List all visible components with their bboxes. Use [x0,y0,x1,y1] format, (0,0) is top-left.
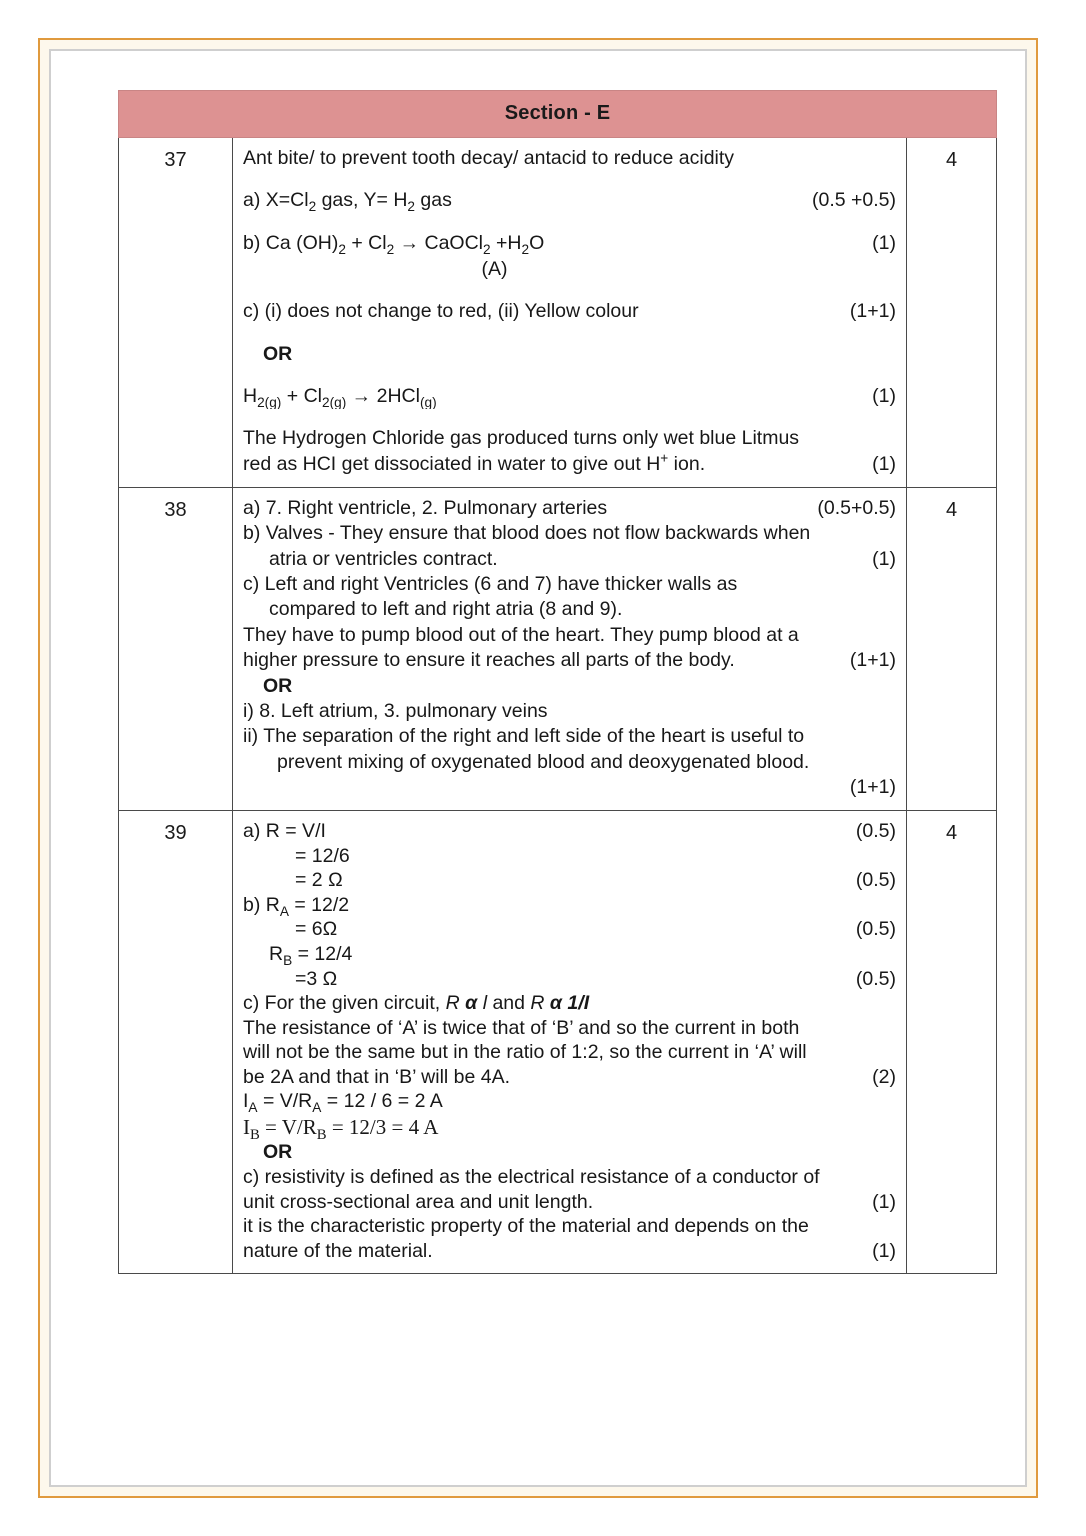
q38-part-c-text-4: higher pressure to ensure it reaches all parts of the body. [243,649,735,672]
q39-part-c-text-3: be 2A and that in ‘B’ will be 4A. [243,1065,511,1088]
q37-part-a [243,188,896,213]
answer-body-37 [233,138,907,488]
q38-part-b-text-2: atria or ventricles contract. [269,547,498,570]
q39-alt-line-2 [243,1190,896,1215]
q38-part-c-text-3: They have to pump blood out of the heart. They pump blood at a [243,623,799,646]
q39-part-b-rb: $R_B = 12/4$ [269,943,353,967]
q39-alt-mark-2: (1) [872,1239,896,1262]
q39-part-c-line-0 [243,991,896,1016]
question-number-37: 37 [119,138,233,488]
q37-part-b-equation: b) Ca $(OH)_2 + Cl_2$ → CaOCl$_2$ $+H_2O$ [243,231,545,257]
q39-alt-mark-1: (1) [872,1190,896,1213]
q38-alt-i [243,699,896,724]
q38-alt-ii-text-1: ii) The separation of the right and left side of the heart is useful to [243,725,805,748]
q37-part-b [243,231,896,256]
q38-part-c-text-2: compared to left and right atria (8 and 9). [269,598,623,621]
marks-37: 4 [907,138,997,488]
q38-alt-ii-line-1 [243,724,896,749]
q37-litmus-text-2: red as HCI get dissociated in water to give out H+ ion. [243,451,706,475]
q39-part-a-mark-1: (0.5) [855,820,896,843]
q38-part-b-mark: (1) [872,547,896,570]
q39-alt-text-3: it is the characteristic property of the material and depends on the [243,1215,809,1238]
answer-body-38 [233,488,907,811]
q39-part-a-line-2 [243,844,896,869]
q39-part-b-line-3 [243,942,896,967]
marks-39: 4 [907,811,997,1274]
q39-part-a-line2-text: = 12/6 [295,844,350,867]
q39-part-c-mark: (2) [872,1065,896,1088]
q37-litmus-line-1 [243,426,896,451]
q38-part-a [243,496,896,521]
q39-part-a-text: a) R = V/I [243,820,326,843]
q38-part-c-line-3 [243,623,896,648]
q39-or-label: OR [263,1141,293,1164]
q39-part-a-line-1 [243,819,896,844]
q39-current-b-line [243,1114,896,1140]
q39-alt-line-1 [243,1165,896,1190]
q37-litmus-line-2 [243,452,896,477]
answer-key-sheet [118,90,996,1274]
q39-part-c-line-3 [243,1065,896,1090]
q37-alt-equation-row [243,384,896,409]
q38-part-a-mark: (0.5+0.5) [817,497,896,520]
q39-part-b-line-4 [243,967,896,992]
q38-alt-ii-text-2: prevent mixing of oxygenated blood and deoxygenated blood. [277,750,810,773]
q38-alt-ii-line-2 [243,750,896,775]
q37-litmus-mark: (1) [872,452,896,475]
q39-part-b-line4-text: =3 Ω [295,967,338,990]
q37-intro-line [243,146,896,171]
question-number-39: 39 [119,811,233,1274]
q37-alt-equation: $H_{2(g)} + Cl_{2(g)} \to 2HCl_{(g)}$ [243,385,437,410]
q37-part-c-mark: (1+1) [849,300,896,323]
q37-compound-label: (A) [481,258,508,281]
q38-part-c-line-1 [243,572,896,597]
q39-part-a-line3-text: = 2 Ω [295,869,343,892]
table-row-q37 [119,138,997,488]
q38-part-c-line-2 [243,597,896,622]
q37-or-label: OR [263,342,293,365]
section-header-row [119,91,997,138]
answer-key-table [118,90,997,1274]
q39-part-b-line2-text: = 6Ω [295,918,338,941]
q38-or-label: OR [263,674,293,697]
q39-current-b: $I_B = V/R_B = 12/3 = 4$ A [243,1114,439,1141]
q37-part-c-text: c) (i) does not change to red, (ii) Yellow colour [243,300,639,323]
q39-alt-text-2: unit cross-sectional area and unit length. [243,1190,594,1213]
q37-intro-text: Ant bite/ to prevent tooth decay/ antacid to reduce acidity [243,147,735,169]
q38-part-b-line-2 [243,547,896,572]
q37-litmus-text-1: The Hydrogen Chloride gas produced turns only wet blue Litmus [243,427,800,450]
q37-part-c [243,299,896,324]
q38-part-b-text-1: b) Valves - They ensure that blood does not flow backwards when [243,522,811,545]
q39-alt-line-3 [243,1214,896,1239]
q37-alt-equation-mark: (1) [872,385,896,408]
q39-part-c-line-1 [243,1016,896,1041]
q38-part-c-text-1: c) Left and right Ventricles (6 and 7) have thicker walls as [243,573,738,596]
q38-part-c-line-4 [243,648,896,673]
q39-part-c-text-1: The resistance of ‘A’ is twice that of ‘B’ and so the current in both [243,1016,800,1039]
section-title: Section - E [119,91,997,138]
question-number-38: 38 [119,488,233,811]
q39-part-b-line-1 [243,893,896,918]
q39-part-c-text-2: will not be the same but in the ratio of 1:2, so the current in ‘A’ will [243,1041,807,1064]
q38-alt-i-text: i) 8. Left atrium, 3. pulmonary veins [243,699,548,722]
q39-current-a-line [243,1089,896,1114]
q39-part-c-line-2 [243,1040,896,1065]
table-row-q38 [119,488,997,811]
marks-38: 4 [907,488,997,811]
q39-part-a-line-3 [243,868,896,893]
q39-part-b-mark-2: (0.5) [855,967,896,990]
table-row-q39 [119,811,997,1274]
q37-part-a-mark: (0.5 +0.5) [811,189,896,212]
q37-part-a-text: a) $X=Cl_2$ gas, $Y= H_2$ gas [243,189,452,214]
q39-part-c-proportionality: c) For the given circuit, R α l and R α 1/I [243,992,590,1015]
q38-part-b-line-1 [243,521,896,546]
q39-alt-line-4 [243,1239,896,1264]
q39-part-b-mark-1: (0.5) [855,918,896,941]
q39-part-a-mark-2: (0.5) [855,869,896,892]
q38-part-c-mark: (1+1) [849,649,896,672]
q39-current-a: $I_A = V/R_A = 12 / 6 = 2$ A [243,1090,443,1114]
q37-part-b-mark: (1) [872,231,896,254]
answer-body-39 [233,811,907,1274]
q39-part-b-ra: b) $R_A = 12/2$ [243,893,350,918]
q38-part-a-text: a) 7. Right ventricle, 2. Pulmonary arteries [243,497,608,520]
q38-alt-ii-mark: (1+1) [849,775,896,798]
q39-alt-text-1: c) resistivity is defined as the electrical resistance of a conductor of [243,1165,820,1188]
q38-alt-ii-mark-row [243,775,896,800]
q39-part-b-line-2 [243,917,896,942]
q39-alt-text-4: nature of the material. [243,1239,433,1262]
